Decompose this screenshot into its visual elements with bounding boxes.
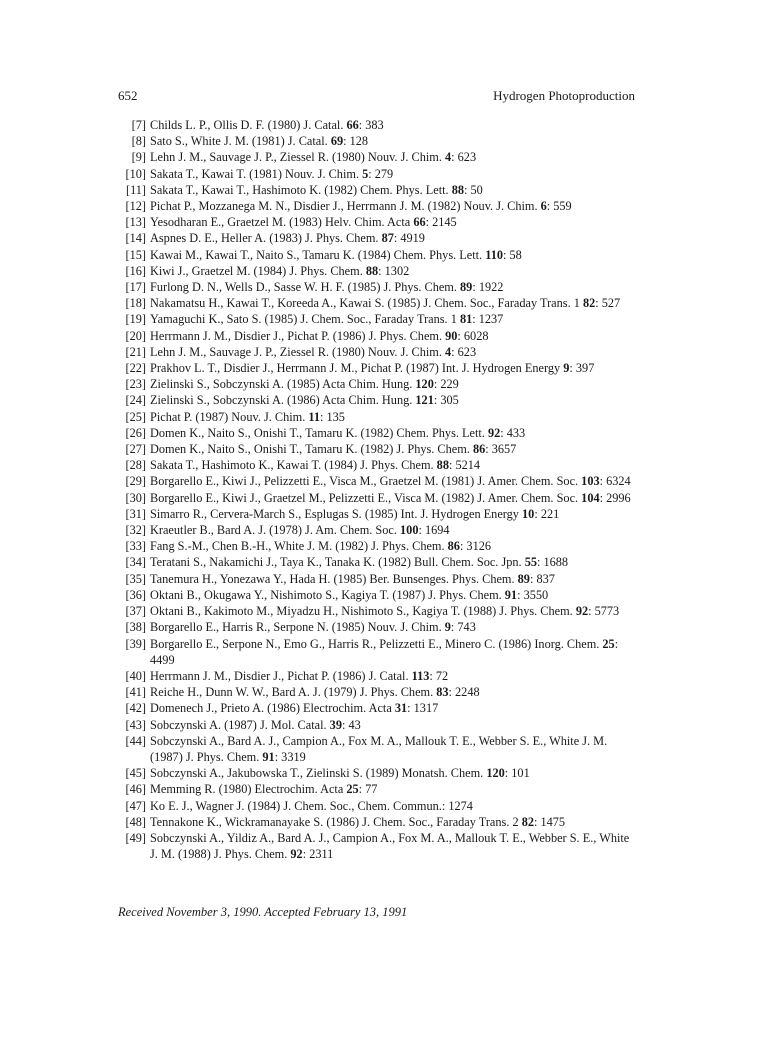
reference-text: Lehn J. M., Sauvage J. P., Ziessel R. (1980) Nouv. J. Chim. [150, 150, 445, 165]
reference-item [118, 733, 638, 765]
reference-number: [40] [125, 668, 146, 683]
reference-item [118, 781, 638, 797]
reference-item [118, 263, 638, 279]
reference-number: [23] [125, 377, 146, 392]
reference-text: Memming R. (1980) Electrochim. Acta [150, 782, 347, 797]
reference-text: Furlong D. N., Wells D., Sasse W. H. F. (1985) J. Phys. Chem. [150, 280, 461, 295]
reference-number: [26] [125, 425, 146, 440]
reference-text: Domen K., Naito S., Onishi T., Tamaru K. (1982) Chem. Phys. Lett. [150, 425, 488, 440]
reference-item [118, 425, 638, 441]
reference-item [118, 490, 638, 506]
reference-number: [45] [125, 766, 146, 781]
reference-item [118, 376, 638, 392]
reference-text: Sobczynski A. (1987) J. Mol. Catal. [150, 717, 330, 732]
reference-text: Yamaguchi K., Sato S. (1985) J. Chem. Soc., Faraday Trans. 1 [150, 312, 460, 327]
reference-text: Tanemura H., Yonezawa Y., Hada H. (1985) Ber. Bunsenges. Phys. Chem. [150, 571, 518, 586]
reference-text: : 77 [358, 782, 378, 797]
reference-volume: 55 [524, 555, 537, 570]
reference-text: Sato S., White J. M. (1981) J. Catal. [150, 134, 331, 149]
reference-text: : 4919 [393, 231, 425, 246]
reference-volume: 91 [504, 587, 518, 602]
reference-text: : 4499 [150, 636, 619, 667]
reference-number: [39] [125, 636, 146, 651]
reference-text: : 3657 [485, 442, 517, 457]
reference-number: [44] [125, 733, 146, 748]
reference-volume: 113 [411, 668, 430, 683]
reference-item [118, 636, 638, 668]
reference-number: [35] [125, 571, 146, 586]
reference-volume: 6 [540, 199, 547, 214]
reference-volume: 4 [445, 344, 452, 359]
reference-text: : 3319 [274, 749, 306, 764]
received-note: Received November 3, 1990. Accepted February 13, 1991 [118, 905, 408, 919]
reference-text: : 279 [368, 166, 394, 181]
reference-volume: 11 [308, 409, 321, 424]
reference-volume: 83 [436, 685, 449, 700]
reference-volume: 25 [602, 636, 615, 651]
reference-text: : 1302 [378, 263, 410, 278]
reference-text: : 50 [463, 182, 483, 197]
reference-text: Teratani S., Nakamichi J., Taya K., Tanaka K. (1982) Bull. Chem. Soc. Jpn. [150, 555, 525, 570]
reference-text: : 527 [595, 296, 621, 311]
reference-item [118, 133, 638, 149]
reference-text: Borgarello E., Serpone N., Emo G., Harris R., Pelizzetti E., Minero C. (1986) Inorg. Chem. [150, 636, 603, 651]
reference-text: Oktani B., Okugawa Y., Nishimoto S., Kagiya T. (1987) J. Phys. Chem. [150, 587, 505, 602]
reference-item [118, 214, 638, 230]
reference-text: : 383 [358, 118, 384, 132]
reference-item [118, 765, 638, 781]
reference-number: [19] [125, 312, 146, 327]
reference-text: Kraeutler B., Bard A. J. (1978) J. Am. Chem. Soc. [150, 523, 401, 538]
reference-item [118, 360, 638, 376]
reference-item [118, 166, 638, 182]
reference-item [118, 441, 638, 457]
reference-number: [7] [131, 118, 146, 132]
reference-item [118, 182, 638, 198]
reference-number: [43] [125, 717, 146, 732]
reference-number: [24] [125, 393, 146, 408]
reference-text: : 1475 [534, 814, 566, 829]
reference-volume: 82 [582, 296, 596, 311]
reference-item [118, 473, 638, 489]
reference-text: Sakata T., Kawai T. (1981) Nouv. J. Chim. [150, 166, 363, 181]
reference-text: : 135 [320, 409, 345, 424]
reference-number: [30] [125, 490, 146, 505]
reference-item [118, 700, 638, 716]
reference-number: [28] [125, 458, 146, 473]
reference-text: Borgarello E., Kiwi J., Pelizzetti E., Visca M., Graetzel M. (1981) J. Amer. Chem. Soc. [150, 474, 582, 489]
reference-number: [10] [125, 166, 146, 181]
reference-volume: 100 [400, 523, 419, 538]
reference-text: Sobczynski A., Bard A. J., Campion A., Fox M. A., Mallouk T. E., Webber S. E., White J. M. (1987) J. Phys. Chem. [150, 733, 608, 764]
reference-text: : 6028 [457, 328, 489, 343]
reference-volume: 9 [563, 361, 570, 376]
reference-text: Zielinski S., Sobczynski A. (1986) Acta Chim. Hung. [150, 393, 416, 408]
reference-volume: 90 [445, 328, 458, 343]
reference-number: [21] [125, 344, 146, 359]
reference-number: [34] [125, 555, 146, 570]
reference-number: [13] [125, 215, 146, 230]
reference-volume: 87 [381, 231, 394, 246]
reference-text: Domen K., Naito S., Onishi T., Tamaru K. (1982) J. Phys. Chem. [150, 442, 473, 457]
reference-number: [20] [125, 328, 146, 343]
reference-text: : 3126 [459, 539, 492, 554]
reference-number: [42] [125, 701, 146, 716]
reference-volume: 92 [575, 604, 589, 619]
reference-item [118, 311, 638, 327]
reference-item [118, 830, 638, 862]
reference-text: Borgarello E., Kiwi J., Graetzel M., Pelizzetti E., Visca M. (1982) J. Amer. Chem. Soc. [150, 490, 582, 505]
reference-volume: 10 [522, 506, 535, 521]
reference-volume: 69 [330, 134, 344, 149]
reference-number: [38] [125, 620, 146, 635]
reference-item [118, 295, 638, 311]
reference-text: Aspnes D. E., Heller A. (1983) J. Phys. Chem. [150, 231, 382, 246]
reference-text: Lehn J. M., Sauvage J. P., Ziessel R. (1980) Nouv. J. Chim. [150, 344, 445, 359]
reference-list [118, 117, 638, 862]
reference-number: [31] [125, 506, 146, 521]
reference-number: [48] [125, 814, 146, 829]
reference-volume: 82 [521, 814, 534, 829]
reference-number: [32] [125, 523, 146, 538]
reference-volume: 25 [346, 782, 359, 797]
reference-text: Sobczynski A., Yildiz A., Bard A. J., Campion A., Fox M. A., Mallouk T. E., Webber S. E., White J. M. (1988) J. Phys. Chem. [150, 830, 630, 862]
reference-text: Kiwi J., Graetzel M. (1984) J. Phys. Chem. [150, 263, 366, 278]
reference-number: [41] [125, 685, 146, 700]
reference-text: Pichat P. (1987) Nouv. J. Chim. [150, 409, 309, 424]
reference-item [118, 814, 638, 830]
reference-text: : 221 [534, 506, 560, 521]
reference-volume: 81 [459, 312, 473, 327]
reference-text: : 559 [546, 199, 572, 214]
reference-item [118, 392, 638, 408]
reference-text: Zielinski S., Sobczynski A. (1985) Acta Chim. Hung. [150, 377, 416, 392]
reference-text: : 58 [503, 247, 522, 262]
reference-number: [9] [131, 150, 146, 165]
reference-item [118, 117, 638, 133]
reference-volume: 89 [517, 571, 530, 586]
reference-item [118, 619, 638, 635]
running-title: Hydrogen Photoproduction [493, 88, 635, 103]
reference-number: [49] [125, 830, 146, 845]
reference-volume: 110 [485, 247, 503, 262]
reference-text: : 72 [429, 668, 449, 683]
reference-item [118, 409, 638, 425]
reference-item [118, 522, 638, 538]
reference-number: [12] [125, 199, 146, 214]
reference-volume: 92 [290, 847, 303, 862]
reference-number: [37] [125, 604, 146, 619]
reference-text: Reiche H., Dunn W. W., Bard A. J. (1979) J. Phys. Chem. [150, 685, 437, 700]
reference-item [118, 344, 638, 360]
reference-item [118, 798, 638, 814]
reference-text: : 743 [450, 620, 476, 635]
reference-volume: 66 [413, 215, 426, 230]
reference-text: Yesodharan E., Graetzel M. (1983) Helv. Chim. Acta [150, 215, 414, 230]
reference-text: Herrmann J. M., Disdier J., Pichat P. (1986) J. Phys. Chem. [150, 328, 446, 343]
reference-item [118, 149, 638, 165]
reference-volume: 66 [346, 118, 359, 132]
reference-text: Tennakone K., Wickramanayake S. (1986) J. Chem. Soc., Faraday Trans. 2 [150, 814, 522, 829]
reference-volume: 120 [415, 377, 434, 392]
reference-number: [17] [125, 280, 146, 295]
reference-text: Fang S.-M., Chen B.-H., White J. M. (1982) J. Phys. Chem. [150, 539, 448, 554]
reference-item [118, 684, 638, 700]
reference-volume: 5 [362, 166, 369, 181]
reference-text: : 128 [343, 134, 369, 149]
reference-number: [47] [125, 798, 146, 813]
reference-text: Simarro R., Cervera-March S., Esplugas S. (1985) Int. J. Hydrogen Energy [150, 506, 523, 521]
reference-volume: 39 [329, 717, 342, 732]
page-number: 652 [118, 88, 138, 103]
reference-volume: 103 [581, 474, 600, 489]
reference-text: : 623 [451, 344, 477, 359]
reference-text: : 229 [433, 377, 459, 392]
reference-volume: 104 [581, 490, 600, 505]
reference-volume: 86 [472, 442, 486, 457]
reference-text: Sakata T., Hashimoto K., Kawai T. (1984) J. Phys. Chem. [150, 458, 437, 473]
reference-item [118, 198, 638, 214]
reference-item [118, 230, 638, 246]
reference-number: [33] [125, 539, 146, 554]
reference-number: [14] [125, 231, 146, 246]
reference-text: Herrmann J. M., Disdier J., Pichat P. (1986) J. Catal. [150, 668, 412, 683]
reference-text: : 2248 [448, 685, 480, 700]
reference-number: [18] [125, 296, 146, 311]
reference-text: : 433 [500, 425, 526, 440]
reference-text: : 2311 [302, 847, 334, 862]
reference-volume: 121 [415, 393, 434, 408]
reference-text: : 1317 [407, 701, 439, 716]
reference-item [118, 587, 638, 603]
reference-volume: 31 [394, 701, 408, 716]
reference-text: : 5773 [588, 604, 620, 619]
reference-text: Borgarello E., Harris R., Serpone N. (1985) Nouv. J. Chim. [150, 620, 445, 635]
reference-text: Oktani B., Kakimoto M., Miyadzu H., Nishimoto S., Kagiya T. (1988) J. Phys. Chem. [150, 604, 576, 619]
reference-number: [15] [125, 247, 146, 262]
reference-text: : 837 [529, 571, 555, 586]
reference-text: : 397 [569, 361, 595, 376]
reference-volume: 88 [436, 458, 449, 473]
reference-number: [36] [125, 587, 146, 602]
reference-text: Nakamatsu H., Kawai T., Koreeda A., Kawai S. (1985) J. Chem. Soc., Faraday Trans. 1 [150, 296, 583, 311]
reference-volume: 9 [444, 620, 451, 635]
reference-text: : 1688 [536, 555, 569, 570]
reference-number: [27] [125, 442, 146, 457]
reference-text: Pichat P., Mozzanega M. N., Disdier J., Herrmann J. M. (1982) Nouv. J. Chim. [150, 199, 541, 214]
reference-item [118, 717, 638, 733]
reference-item [118, 603, 638, 619]
reference-text: Ko E. J., Wagner J. (1984) J. Chem. Soc., Chem. Commun.: 1274 [150, 798, 473, 813]
reference-item [118, 279, 638, 295]
reference-item [118, 506, 638, 522]
reference-text: Domenech J., Prieto A. (1986) Electrochim. Acta [150, 701, 395, 716]
reference-number: [22] [125, 361, 146, 376]
reference-volume: 4 [445, 150, 452, 165]
reference-volume: 88 [451, 182, 464, 197]
reference-item [118, 247, 638, 263]
reference-text: : 1922 [472, 280, 504, 295]
reference-text: : 1694 [418, 523, 450, 538]
reference-item [118, 328, 638, 344]
reference-text: Prakhov L. T., Disdier J., Herrmann J. M., Pichat P. (1987) Int. J. Hydrogen Energy [150, 361, 564, 376]
reference-number: [16] [125, 263, 146, 278]
reference-text: Childs L. P., Ollis D. F. (1980) J. Catal. [150, 118, 347, 132]
reference-volume: 92 [487, 425, 501, 440]
reference-volume: 120 [486, 766, 505, 781]
reference-number: [25] [125, 409, 146, 424]
reference-text: : 1237 [472, 312, 504, 327]
reference-text: : 2145 [425, 215, 457, 230]
reference-volume: 88 [365, 263, 379, 278]
reference-number: [29] [125, 474, 146, 489]
reference-text: : 305 [433, 393, 459, 408]
reference-text: : 6324 [599, 474, 631, 489]
reference-number: [11] [125, 182, 146, 197]
reference-text: Sobczynski A., Jakubowska T., Zielinski S. (1989) Monatsh. Chem. [150, 766, 487, 781]
reference-text: : 623 [451, 150, 477, 165]
reference-text: : 3550 [517, 587, 549, 602]
reference-text: : 2996 [599, 490, 631, 505]
reference-item [118, 457, 638, 473]
reference-volume: 91 [262, 749, 275, 764]
reference-item [118, 668, 638, 684]
reference-number: [8] [131, 134, 146, 149]
reference-item [118, 554, 638, 570]
reference-text: : 43 [341, 717, 361, 732]
reference-number: [46] [125, 782, 146, 797]
reference-text: Kawai M., Kawai T., Naito S., Tamaru K. (1984) Chem. Phys. Lett. [150, 247, 486, 262]
reference-text: : 101 [504, 766, 530, 781]
reference-item [118, 571, 638, 587]
reference-volume: 86 [447, 539, 460, 554]
reference-text: : 5214 [448, 458, 481, 473]
reference-item [118, 538, 638, 554]
reference-volume: 89 [460, 280, 473, 295]
reference-text: Sakata T., Kawai T., Hashimoto K. (1982) Chem. Phys. Lett. [150, 182, 452, 197]
running-header [118, 87, 635, 105]
